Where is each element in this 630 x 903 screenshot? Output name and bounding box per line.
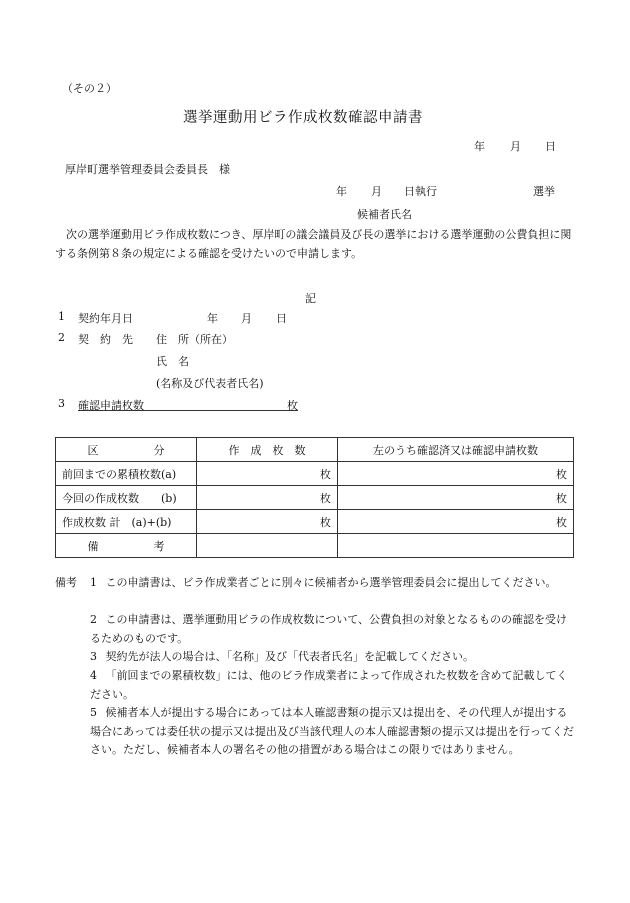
note-number: 5	[90, 706, 97, 719]
note-item	[90, 574, 575, 593]
item1-number: 1	[58, 310, 65, 323]
page-title: 選挙運動用ビラ作成枚数確認申請書	[183, 110, 423, 126]
row-created-cell[interactable]: 枚	[197, 486, 338, 510]
note-number: 1	[90, 576, 97, 589]
table-row	[56, 486, 574, 510]
form-number: （その２）	[62, 82, 117, 95]
note-number: 2	[90, 613, 97, 626]
note-number: 3	[90, 650, 97, 663]
row-label: 今回の作成枚数 (b)	[56, 486, 197, 510]
note-text: 「前回までの累積枚数」には、他のビラ作成業者によって作成された枚数を含めて記載してください。	[90, 669, 568, 701]
note-item	[90, 704, 575, 760]
item3-underline	[78, 410, 298, 411]
item3-number: 3	[58, 397, 65, 410]
election-year: 年	[336, 185, 347, 198]
item2-name-label: 氏 名	[156, 355, 189, 368]
intro-paragraph: 次の選挙運動用ビラ作成枚数につき、厚岸町の議会議員及び長の選挙における選挙運動の公費負担に関する条例第８条の規定による確認を受けたいので申請します。	[55, 228, 572, 260]
date-year: 年	[474, 140, 485, 153]
item1-month: 月	[241, 312, 252, 325]
note-text: この申請書は、ビラ作成業者ごとに別々に候補者から選挙管理委員会に提出してください。	[105, 576, 557, 589]
note-text: 候補者本人が提出する場合にあっては本人確認書類の提示又は提出を、その代理人が提出する場合にあっては委任状の提示又は提出及び当該代理人の本人確認書類の提示又は提出を行ってください。ただし、候補者本人の署名その他の措置がある場合はこの限りではありません。	[90, 706, 574, 756]
item3-unit: 枚	[287, 399, 298, 412]
note-item	[90, 667, 575, 704]
row-confirmed-cell[interactable]	[338, 534, 574, 558]
item2-label: 契 約 先	[78, 333, 133, 346]
election-month: 月	[371, 185, 382, 198]
row-confirmed-cell[interactable]: 枚	[338, 462, 574, 486]
notes-heading: 備考	[55, 576, 77, 589]
row-created-cell[interactable]: 枚	[197, 462, 338, 486]
table-row	[56, 510, 574, 534]
note-item	[90, 611, 575, 648]
row-label: 前回までの累積枚数(a)	[56, 462, 197, 486]
row-created-cell[interactable]: 枚	[197, 510, 338, 534]
row-confirmed-cell[interactable]: 枚	[338, 486, 574, 510]
note-text: この申請書は、選挙運動用ビラの作成枚数について、公費負担の対象となるものの確認を受けるためのものです。	[90, 613, 568, 645]
item2-number: 2	[58, 331, 65, 344]
note-item	[90, 648, 575, 667]
item1-label: 契約年月日	[78, 312, 133, 325]
row-label: 作成枚数 計 (a)+(b)	[56, 510, 197, 534]
count-table	[55, 437, 574, 558]
table-header-row	[56, 438, 574, 462]
header-category: 区 分	[56, 438, 197, 462]
item3-label: 確認申請枚数	[78, 399, 144, 412]
note-text: 契約先が法人の場合は、「名称」及び「代表者氏名」を記載してください。	[105, 650, 474, 663]
header-confirmed-count: 左のうち確認済又は確認申請枚数	[338, 438, 574, 462]
row-label: 備 考	[56, 534, 197, 558]
item2-rep-label: (名称及び代表者氏名)	[156, 377, 264, 390]
item1-day: 日	[276, 312, 287, 325]
note-number: 4	[90, 669, 97, 682]
table-row	[56, 462, 574, 486]
election-label: 選挙	[533, 185, 555, 198]
header-created-count: 作 成 枚 数	[197, 438, 338, 462]
item2-address-label: 住 所（所在）	[156, 333, 233, 346]
addressee: 厚岸町選挙管理委員会委員長 様	[65, 163, 230, 176]
candidate-name-label: 候補者氏名	[357, 208, 412, 221]
election-day-exec: 日執行	[404, 185, 437, 198]
item1-year: 年	[207, 312, 218, 325]
date-month: 月	[510, 140, 521, 153]
row-confirmed-cell[interactable]: 枚	[338, 510, 574, 534]
date-day: 日	[545, 140, 556, 153]
ki-heading: 記	[305, 292, 316, 305]
table-row	[56, 534, 574, 558]
row-created-cell[interactable]	[197, 534, 338, 558]
